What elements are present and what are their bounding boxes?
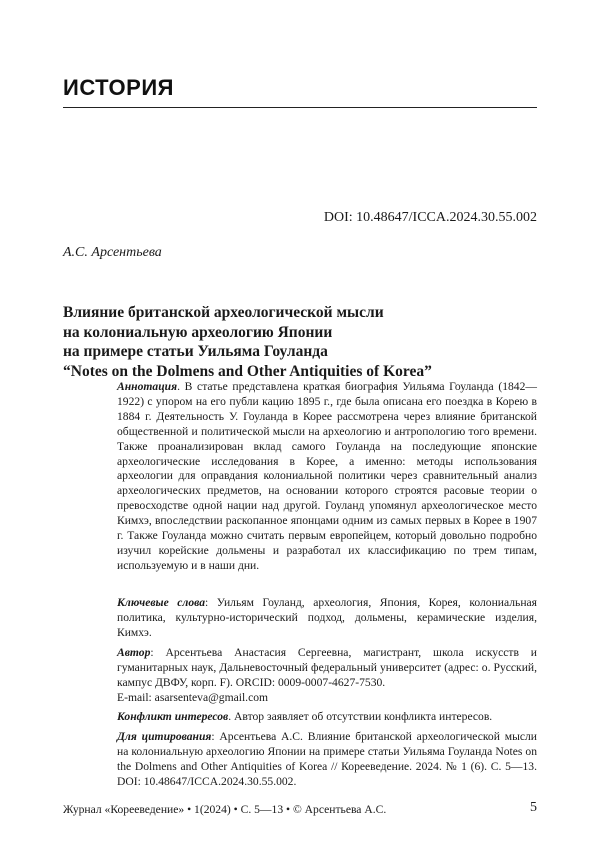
title-line: Влияние британской археологической мысли (63, 304, 384, 321)
keywords-text: : Уильям Гоуланд, археология, Япония, Корея, колониальная политика, культурно-исторический подход, дольмены, керамические изделия, Кимхэ. (117, 596, 537, 639)
author-info-label: Автор (117, 646, 151, 659)
abstract-text: . В статье представлена краткая биография Уильяма Гоуланда (1842—1922) с упором на его публи кацию 1895 г., где была описана его поездка в Корею в 1884 г. Деятельность У. Гоуланда в Корее рассмотрена через влияние британской общественной и политической мысли на археологию и антропологию того времени. Также проанализирован вклад самого Гоуланда на последующие японские археологические исследования в Корее, а именно: методы использования археологии для оправдания колониальной политики через сравнительный анализ археологических предметов, на основании которого строятся расовые теории о превосходстве одной нации над другой. Гоуланд упомянул археологическое место Кимхэ, впоследствии раскопанное японцами одним из самых первых в Корее в 1907 г. Также Гоуланда можно считать первым европейцем, который довольно подробно изучил корейские дольмены и разработал их классификацию по трем типам, используемую и в наши дни. (117, 380, 537, 572)
title-line: “Notes on the Dolmens and Other Antiquities of Korea” (63, 362, 432, 380)
article-title (63, 303, 537, 381)
page-number: 5 (530, 800, 537, 815)
footer-journal: Журнал «Корееведение» • 1(2024) • С. 5—13 • © Арсентьева А.С. (63, 803, 387, 816)
doi: DOI: 10.48647/ICCA.2024.30.55.002 (323, 210, 537, 225)
keywords-label: Ключевые слова (117, 596, 206, 609)
author-info-text: : Арсентьева Анастасия Сергеевна, магистрант, школа искусств и гуманитарных наук, Дальневосточный федеральный университет (адрес: о. Русский, кампус ДВФУ, корп. F). ORCID: 0009-0007-4627-7530. (117, 646, 537, 689)
citation (117, 730, 537, 790)
section-heading: ИСТОРИЯ (63, 75, 174, 100)
title-line: на колониальную археологию Японии (63, 323, 333, 341)
author-email: E-mail: asarsenteva@gmail.com (117, 690, 269, 704)
conflict-of-interest (117, 710, 537, 725)
conflict-text: . Автор заявляет об отсутствии конфликта интересов. (228, 710, 493, 723)
abstract (117, 380, 537, 574)
title-line: на примере статьи Уильяма Гоуланда (63, 343, 328, 360)
abstract-label: Аннотация (117, 380, 178, 393)
heading-divider (63, 107, 537, 108)
keywords (117, 596, 537, 641)
conflict-label: Конфликт интересов (117, 710, 229, 723)
citation-text: : Арсентьева А.С. Влияние британской археологической мысли на колониальную археологию Японии на примере статьи Уильяма Гоуланда Notes on the Dolmens and Other Antiquities of Korea // Корееведение. 2024. № 1 (6). С. 5—13. DOI: 10.48647/ICCA.2024.30.55.002. (117, 730, 537, 788)
article-author: А.С. Арсентьева (63, 245, 162, 260)
author-info (117, 646, 537, 706)
citation-label: Для цитирования (117, 730, 212, 743)
